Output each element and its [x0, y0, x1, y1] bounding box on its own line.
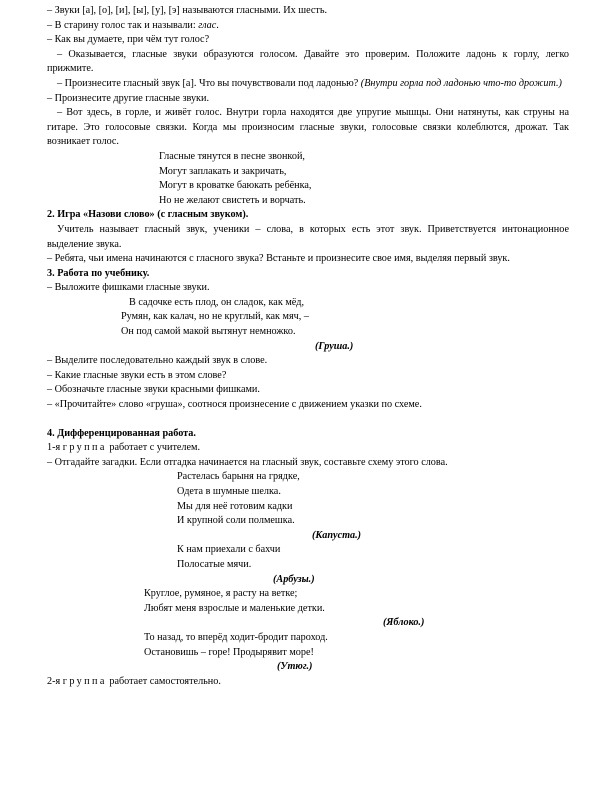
poem-line: Но не желают свистеть и ворчать. [159, 194, 306, 206]
document-page [47, 4, 569, 689]
question-line: – Как вы думаете, при чём тут голос? [47, 34, 210, 46]
poem-line: Могут в кроватке баюкать ребёнка, [159, 180, 312, 192]
group-word: группа [62, 442, 107, 454]
riddle-line: Одета в шумные шелка. [177, 486, 281, 497]
riddle-line: Румян, как калач, но не круглый, как мяч, – [121, 311, 309, 323]
riddle-line: Круглое, румяное, я расту на ветке; [144, 588, 298, 600]
riddle-answer: (Груша.) [315, 340, 354, 352]
section-4-task: – Отгадайте загадки. Если отгадка начинается на гласный звук, составьте схему этого слова. [47, 456, 448, 468]
riddle-line: Растелась барыня на грядке, [177, 471, 300, 483]
poem-line: Могут заплакать и закричать, [159, 165, 287, 177]
riddle-line: Любят меня взрослые и маленькие детки. [144, 602, 325, 614]
riddle-answer: (Утюг.) [277, 661, 313, 673]
section-3-step: – «Прочитайте» слово «груша», соотнося произнесение с движением указки по схеме. [47, 399, 422, 411]
riddle-answer: (Яблоко.) [383, 617, 425, 629]
apple-riddle [47, 587, 569, 631]
iron-riddle [47, 631, 569, 675]
group-1-line: 1-я группа работает с учителем. [47, 442, 201, 454]
section-3-heading: 3. Работа по учебнику. [47, 267, 150, 279]
vowels-poem [47, 150, 569, 208]
riddle-answer: (Капуста.) [312, 529, 362, 541]
riddle-line: То назад, то вперёд ходит-бродит пароход. [144, 631, 328, 643]
group-2-line: 2-я группа работает самостоятельно. [47, 675, 221, 687]
check-paragraph: – Оказывается, гласные звуки образуются голосом. Давайте это проверим. Положите ладонь к горлу, легко прижмите. [47, 48, 569, 75]
glas-word: глас [198, 19, 217, 31]
section-3-task: – Выложите фишками гласные звуки. [47, 282, 210, 294]
spacer [47, 413, 569, 427]
watermelon-riddle [47, 543, 569, 587]
section-3-step: – Обозначьте гласные звуки красными фишками. [47, 384, 260, 396]
section-3-step: – Выделите последовательно каждый звук в слове. [47, 355, 268, 367]
cabbage-riddle [47, 470, 569, 543]
riddle-line: В садочке есть плод, он сладок, как мёд, [129, 296, 305, 308]
vowels-list-line: – Звуки [а], [о], [и], [ы], [у], [э] называются гласными. Их шесть. [47, 5, 328, 16]
group-word: группа [62, 675, 107, 687]
pronounce-a-paragraph: – Произнесите гласный звук [а]. Что вы почувствовали под ладонью? (Внутри горла под ладонью что-то дрожит.) [57, 77, 562, 89]
vocal-cords-paragraph: – Вот здесь, в горле, и живёт голос. Внутри горла находятся две упругие мышцы. Они натянуты, как струны на гитаре. Это голосовые связки. Когда мы произносим гласные звуки, голосовые связки колеблются, дрожат. Так возникает голос. [47, 107, 569, 148]
riddle-line: Полосатые мячи. [177, 558, 252, 570]
answer-italic: (Внутри горла под ладонью что-то дрожит.) [360, 77, 562, 89]
poem-line: Гласные тянутся в песне звонкой, [159, 150, 305, 162]
section-2-paragraph: Учитель называет гласный звук, ученики – слова, в которых есть этот звук. Приветствуется интонационное выделение звука. [47, 223, 569, 250]
section-3-step: – Какие гласные звуки есть в этом слове? [47, 369, 227, 381]
section-4-heading: 4. Дифференцированная работа. [47, 427, 196, 439]
pronounce-others-line: – Произнесите другие гласные звуки. [47, 92, 209, 104]
section-2-question: – Ребята, чьи имена начинаются с гласного звука? Встаньте и произнесите свое имя, выделяя первый звук. [47, 253, 510, 265]
section-2-heading: 2. Игра «Назови слово» (с гласным звуком). [47, 209, 249, 221]
riddle-line: К нам приехали с бахчи [177, 544, 281, 556]
riddle-line: Остановишь – горе! Продырявит море! [144, 646, 314, 658]
old-name-line: – В старину голос так и называли: глас. [47, 19, 219, 31]
pear-riddle [47, 296, 569, 354]
riddle-line: Он под самой макой вытянут немножко. [121, 326, 296, 338]
riddle-answer: (Арбузы.) [273, 573, 315, 585]
riddle-line: Мы для неё готовим кадки [177, 500, 293, 512]
riddle-line: И крупной соли полмешка. [177, 515, 295, 527]
